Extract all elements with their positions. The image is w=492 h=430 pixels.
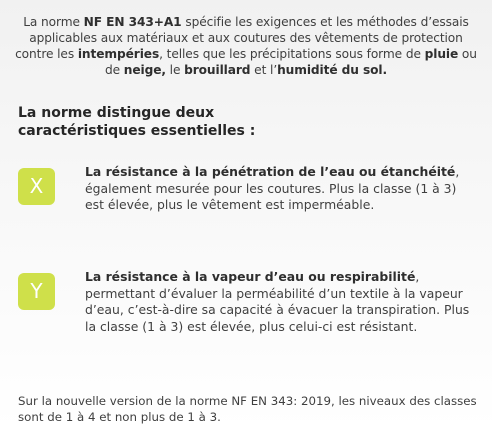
keyword-humidite: humidité du sol.	[277, 63, 388, 77]
keyword-brouillard: brouillard	[184, 63, 251, 77]
keyword-intemperies: intempéries	[77, 47, 160, 61]
section-heading	[18, 104, 478, 140]
norm-name: NF EN 343+A1	[83, 15, 182, 29]
heading-line-2: caractéristiques essentielles :	[18, 123, 256, 139]
keyword-pluie: pluie	[424, 47, 459, 61]
feature-y-title: La résistance à la vapeur d’eau ou respirabilité	[85, 269, 416, 284]
feature-x-title: La résistance à la pénétration de l’eau ou étanchéité	[85, 164, 456, 179]
feature-x-description: , également mesurée pour les coutures. Plus la classe (1 à 3) est élevée, plus le vêtement est imperméable.	[85, 164, 460, 213]
feature-y-text	[85, 269, 477, 335]
intro-text: , telles que les précipitations sous forme de	[159, 47, 425, 61]
feature-y-description: , permettant d’évaluer la perméabilité d’un textile à la vapeur d’eau, c’est-à-dire sa capacité à évacuer la transpiration. Plus la classe (1 à 3) est élevée, plus celui-ci est résistant.	[85, 269, 470, 334]
intro-text: La norme	[23, 15, 84, 29]
intro-paragraph	[10, 14, 482, 78]
intro-text: et l’	[250, 63, 278, 77]
badge-x: X	[18, 168, 55, 205]
badge-y: Y	[18, 273, 55, 310]
intro-text: le	[165, 63, 185, 77]
heading-line-1: La norme distingue deux	[18, 105, 215, 121]
feature-x-text	[85, 164, 477, 214]
footnote: Sur la nouvelle version de la norme NF EN 343: 2019, les niveaux des classes sont de 1 à 4 et non plus de 1 à 3.	[18, 394, 477, 424]
keyword-neige: neige,	[123, 63, 166, 77]
intro-text: spécifie les exigences et les méthodes d’essais applicables aux matériaux et aux coutures des vêtements de protection contre les	[15, 15, 469, 61]
intro-text: ou de	[104, 47, 477, 77]
